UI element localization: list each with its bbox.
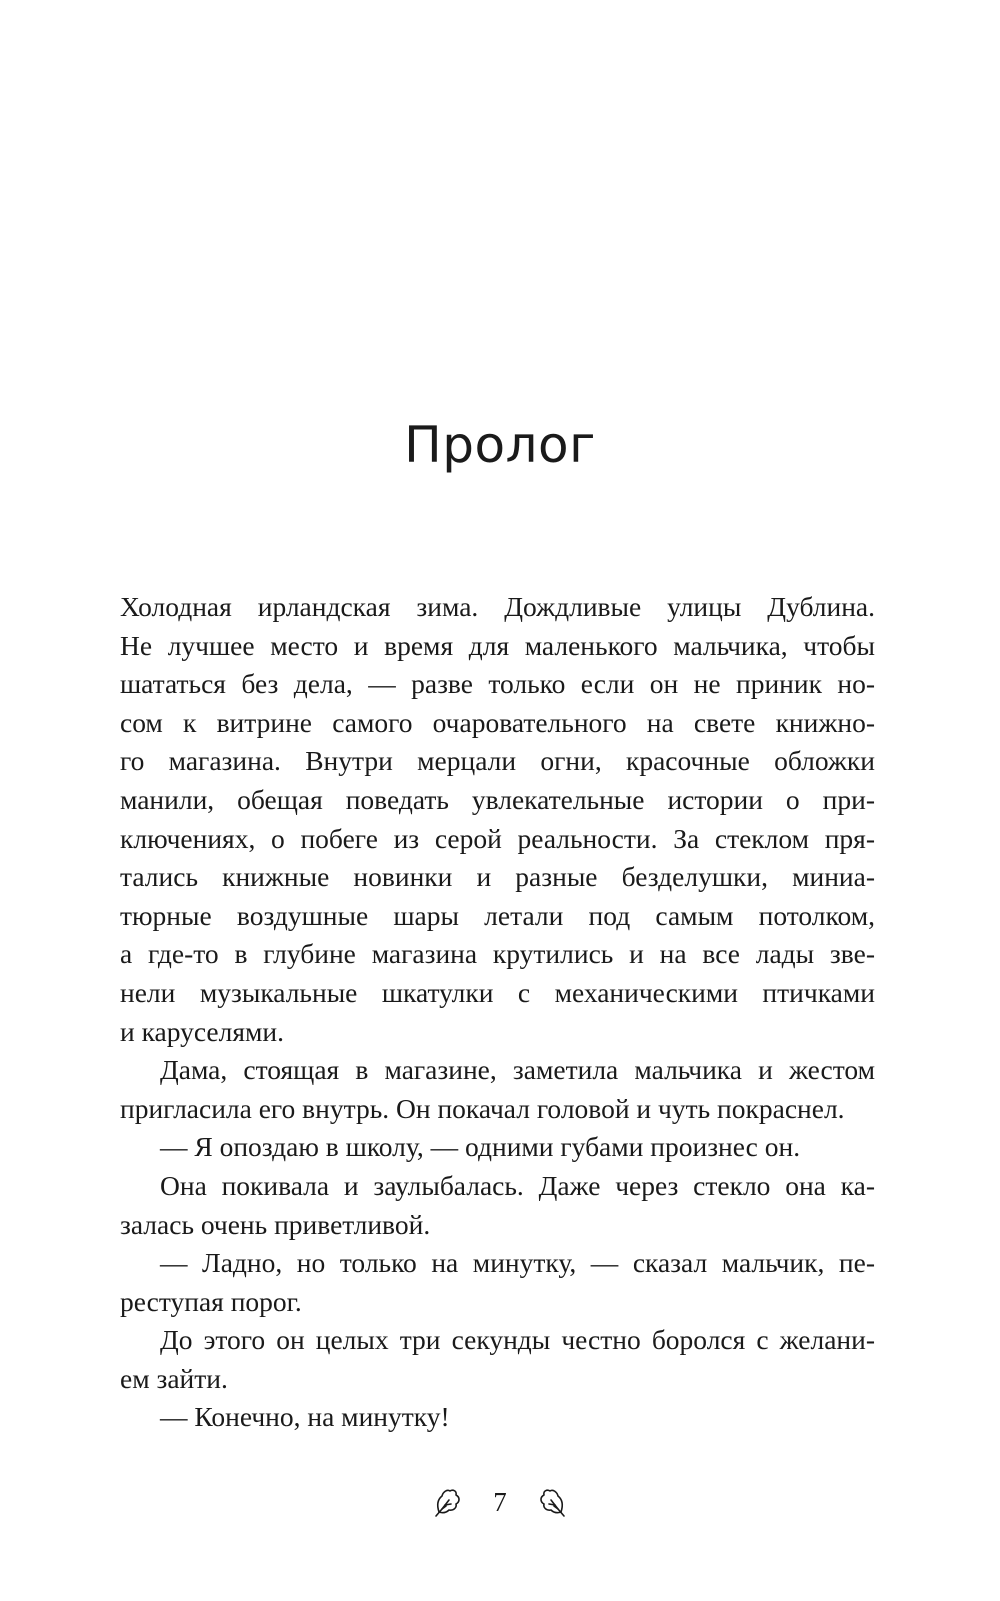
text-line: нели музыкальные шкатулки с механическими птичками xyxy=(120,976,875,1008)
text-line: — Конечно, на минутку! xyxy=(160,1401,450,1433)
text-line: а где-то в глубине магазина крутились и на все лады зве- xyxy=(120,938,875,970)
text-line: До этого он целых три секунды честно боролся с желани- xyxy=(160,1324,875,1356)
paragraph xyxy=(120,588,875,1051)
paragraph xyxy=(120,1398,875,1437)
text-line: го магазина. Внутри мерцали огни, красочные обложки xyxy=(120,745,875,777)
text-line: шататься без дела, — разве только если он не приник но- xyxy=(120,668,875,700)
paragraph xyxy=(120,1244,875,1321)
text-line: залась очень приветливой. xyxy=(120,1208,431,1240)
paragraph xyxy=(120,1167,875,1244)
chapter-body xyxy=(120,588,875,1437)
text-line: и каруселями. xyxy=(120,1015,284,1047)
ivy-leaf-icon xyxy=(537,1486,567,1518)
text-line: Она покивала и заулыбалась. Даже через стекло она ка- xyxy=(160,1169,875,1201)
text-line: тались книжные новинки и разные безделушки, миниа- xyxy=(120,861,875,893)
text-line: Дама, стоящая в магазине, заметила мальчика и жестом xyxy=(160,1054,875,1086)
ivy-leaf-icon xyxy=(433,1486,463,1518)
text-line: Не лучшее место и время для маленького мальчика, чтобы xyxy=(120,629,875,661)
text-line: — Я опоздаю в школу, — одними губами произнес он. xyxy=(160,1131,801,1163)
text-line: ем зайти. xyxy=(120,1362,228,1394)
text-line: пригласила его внутрь. Он покачал головой и чуть покраснел. xyxy=(120,1092,845,1124)
text-line: сом к витрине самого очаровательного на свете книжно- xyxy=(120,706,875,738)
text-line: Холодная ирландская зима. Дождливые улицы Дублина. xyxy=(120,591,875,622)
chapter-title: Пролог xyxy=(404,416,596,474)
page-number: 7 xyxy=(493,1487,507,1517)
text-line: — Ладно, но только на минутку, — сказал мальчик, пе- xyxy=(160,1247,875,1279)
text-line: ключениях, о побеге из серой реальности. За стеклом пря- xyxy=(120,822,875,854)
text-line: тюрные воздушные шары летали под самым потолком, xyxy=(120,899,875,931)
text-line: манили, обещая поведать увлекательные истории о при- xyxy=(120,783,875,815)
paragraph xyxy=(120,1321,875,1398)
paragraph xyxy=(120,1051,875,1128)
page-footer xyxy=(0,1480,1000,1524)
paragraph xyxy=(120,1128,875,1167)
text-line: реступая порог. xyxy=(120,1285,302,1317)
